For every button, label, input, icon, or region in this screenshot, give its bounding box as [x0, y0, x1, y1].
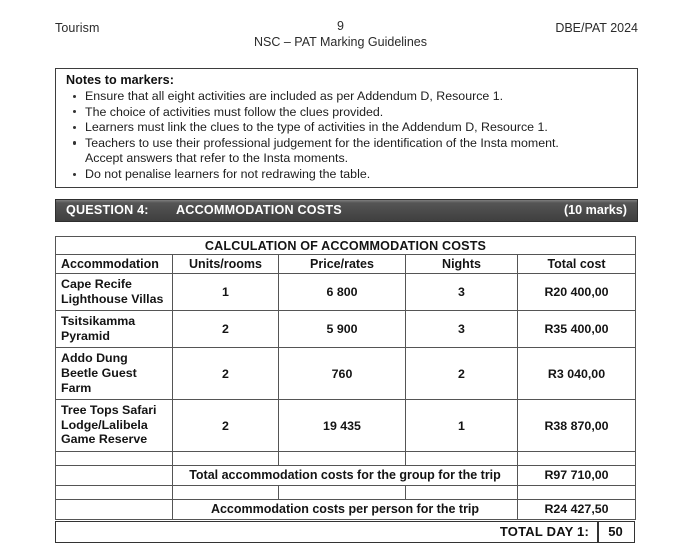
- cell-nights: 2: [406, 348, 518, 400]
- table-row: [56, 311, 636, 348]
- table-header-row: [56, 255, 636, 274]
- cell-accommodation: Tree Tops Safari Lodge/Lalibela Game Reserve: [56, 400, 173, 452]
- column-header-total-cost: Total cost: [518, 255, 636, 274]
- table-caption-row: [56, 237, 636, 255]
- summary-value-group-total: R97 710,00: [518, 465, 636, 485]
- table-row: [56, 274, 636, 311]
- cell-price: 760: [279, 348, 406, 400]
- table-caption: CALCULATION OF ACCOMMODATION COSTS: [56, 237, 636, 255]
- question-marks: (10 marks): [563, 203, 627, 217]
- note-text-continuation: Accept answers that refer to the Insta moments.: [85, 151, 349, 166]
- table-summary-row: [56, 465, 636, 485]
- total-day-label: TOTAL DAY 1:: [499, 524, 589, 539]
- total-day-value: 50: [608, 524, 623, 539]
- summary-value-per-person: R24 427,50: [518, 499, 636, 519]
- note-text: Learners must link the clues to the type of activities in the Addendum D, Resource 1.: [85, 120, 548, 135]
- summary-blank-cell: [56, 499, 173, 519]
- cell-units: 2: [173, 311, 279, 348]
- list-item: [56, 120, 637, 136]
- bullet-icon: [73, 110, 76, 113]
- question-banner: [55, 199, 638, 222]
- cell-nights: 3: [406, 274, 518, 311]
- bullet-icon: [73, 141, 76, 144]
- notes-title: Notes to markers:: [66, 73, 174, 87]
- summary-label-per-person: Accommodation costs per person for the trip: [173, 499, 518, 519]
- spacer-cell: [518, 451, 636, 465]
- question-number: QUESTION 4:: [66, 203, 149, 217]
- cell-units: 1: [173, 274, 279, 311]
- cell-total-cost: R20 400,00: [518, 274, 636, 311]
- note-text: Ensure that all eight activities are included as per Addendum D, Resource 1.: [85, 89, 504, 103]
- bullet-icon: [73, 126, 76, 129]
- cell-price: 5 900: [279, 311, 406, 348]
- spacer-cell: [56, 485, 173, 499]
- spacer-cell: [56, 451, 173, 465]
- notes-to-markers-box: [55, 68, 638, 188]
- spacer-cell: [518, 485, 636, 499]
- cell-nights: 3: [406, 311, 518, 348]
- list-item: [56, 167, 637, 183]
- cell-accommodation: Tsitsikamma Pyramid: [56, 311, 173, 348]
- cell-nights: 1: [406, 400, 518, 452]
- header-exam-code: DBE/PAT 2024: [555, 21, 638, 35]
- spacer-cell: [406, 451, 518, 465]
- note-text: Teachers to use their professional judgement for the identification of the Insta moment.: [85, 135, 559, 150]
- bullet-icon: [73, 95, 76, 98]
- header-page-number: 9: [337, 19, 344, 33]
- total-day-box: [55, 521, 635, 543]
- spacer-cell: [406, 485, 518, 499]
- notes-list: [56, 89, 637, 183]
- cell-units: 2: [173, 348, 279, 400]
- page-header: [0, 0, 681, 56]
- accommodation-costs-table: [55, 236, 636, 520]
- spacer-cell: [279, 451, 406, 465]
- column-header-price: Price/rates: [279, 255, 406, 274]
- column-header-units: Units/rooms: [173, 255, 279, 274]
- spacer-cell: [173, 485, 279, 499]
- cell-accommodation: Addo Dung Beetle Guest Farm: [56, 348, 173, 400]
- note-text: The choice of activities must follow the clues provided.: [85, 104, 384, 119]
- bullet-icon: [73, 173, 76, 176]
- header-subject: Tourism: [55, 21, 100, 35]
- note-text: Do not penalise learners for not redrawing the table.: [85, 166, 371, 181]
- question-title: ACCOMMODATION COSTS: [176, 203, 342, 217]
- table-spacer-row: [56, 451, 636, 465]
- table-spacer-row: [56, 485, 636, 499]
- cell-total-cost: R38 870,00: [518, 400, 636, 452]
- table-row: [56, 400, 636, 452]
- summary-blank-cell: [56, 465, 173, 485]
- cell-total-cost: R3 040,00: [518, 348, 636, 400]
- cell-total-cost: R35 400,00: [518, 311, 636, 348]
- list-item: [56, 136, 637, 167]
- spacer-cell: [173, 451, 279, 465]
- header-subtitle: NSC – PAT Marking Guidelines: [254, 35, 427, 49]
- column-header-nights: Nights: [406, 255, 518, 274]
- column-header-accommodation: Accommodation: [56, 255, 173, 274]
- cell-price: 19 435: [279, 400, 406, 452]
- list-item: [56, 105, 637, 121]
- spacer-cell: [279, 485, 406, 499]
- cell-accommodation: Cape Recife Lighthouse Villas: [56, 274, 173, 311]
- table-summary-row: [56, 499, 636, 519]
- list-item: [56, 89, 637, 105]
- table-row: [56, 348, 636, 400]
- summary-label-group-total: Total accommodation costs for the group for the trip: [173, 465, 518, 485]
- cell-price: 6 800: [279, 274, 406, 311]
- cell-units: 2: [173, 400, 279, 452]
